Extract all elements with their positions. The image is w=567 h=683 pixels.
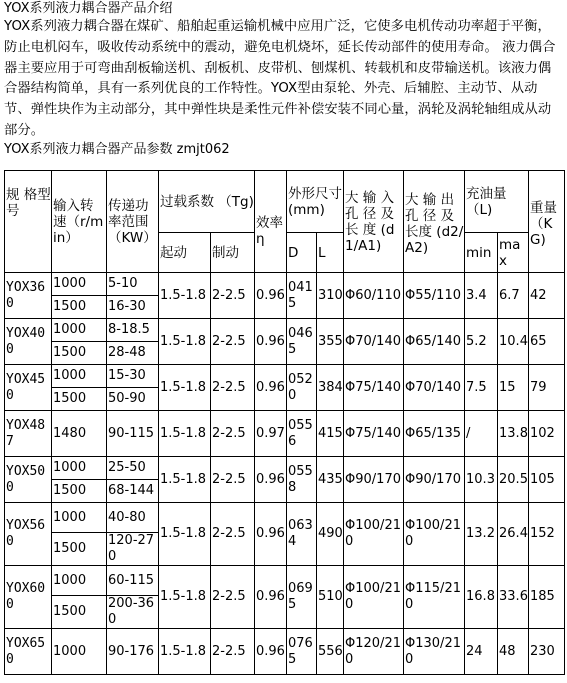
efficiency-cell: 0.96 [255, 365, 287, 411]
header-dim-l: L [317, 233, 344, 273]
power-cell: 25-50 [107, 457, 159, 480]
output-bore-cell: Φ65/135 [404, 411, 465, 457]
dim-d-cell: 0556 [287, 411, 317, 457]
oil-max-cell: 33.6 [498, 566, 529, 629]
brake-cell: 2-2.5 [211, 365, 255, 411]
speed-cell: 1000 [52, 365, 107, 388]
efficiency-cell: 0.96 [255, 566, 287, 629]
brake-cell: 2-2.5 [211, 411, 255, 457]
dim-d-cell: 0465 [287, 319, 317, 365]
header-dim-d: D [287, 233, 317, 273]
speed-cell: 1000 [52, 503, 107, 533]
header-model: 规 格型号 [5, 171, 52, 273]
power-cell: 90-115 [107, 411, 159, 457]
dim-d-cell: 0558 [287, 457, 317, 503]
efficiency-cell: 0.96 [255, 503, 287, 566]
table-header [5, 171, 565, 273]
oil-max-cell: 10.4 [498, 319, 529, 365]
start-cell: 1.5-1.8 [159, 411, 211, 457]
dim-l-cell: 310 [317, 273, 344, 319]
input-bore-cell: Φ75/140 [344, 411, 404, 457]
oil-min-cell: 5.2 [465, 319, 498, 365]
oil-max-cell: 48 [498, 629, 529, 675]
input-bore-cell: Φ70/140 [344, 319, 404, 365]
dim-l-cell: 415 [317, 411, 344, 457]
model-cell: YOX560 [5, 503, 52, 566]
power-cell: 50-90 [107, 388, 159, 411]
header-speed: 输入转速（r/min） [52, 171, 107, 273]
dim-d-cell: 0765 [287, 629, 317, 675]
speed-cell: 1000 [52, 457, 107, 480]
header-brake: 制动 [211, 233, 255, 273]
header-start: 起动 [159, 233, 211, 273]
power-cell: 15-30 [107, 365, 159, 388]
header-dimension: 外形尺寸 (mm) [287, 171, 344, 233]
oil-max-cell: 26.4 [498, 503, 529, 566]
output-bore-cell: Φ90/170 [404, 457, 465, 503]
start-cell: 1.5-1.8 [159, 319, 211, 365]
power-cell: 90-176 [107, 629, 159, 675]
start-cell: 1.5-1.8 [159, 503, 211, 566]
header-input-bore: 大 输 入 孔 径 及 长 度 (d1/A1) [344, 171, 404, 273]
header-efficiency: 效率η [255, 171, 287, 273]
oil-min-cell: 10.3 [465, 457, 498, 503]
power-cell: 60-115 [107, 566, 159, 596]
input-bore-cell: Φ100/210 [344, 503, 404, 566]
model-cell: YOX650 [5, 629, 52, 675]
brake-cell: 2-2.5 [211, 273, 255, 319]
table-row [5, 411, 565, 457]
weight-cell: 79 [529, 365, 565, 411]
table-body [5, 273, 565, 675]
header-weight: 重量（KG) [529, 171, 565, 273]
dim-d-cell: 0695 [287, 566, 317, 629]
speed-cell: 1500 [52, 342, 107, 365]
speed-cell: 1000 [52, 319, 107, 342]
oil-min-cell: 3.4 [465, 273, 498, 319]
model-cell: YOX487 [5, 411, 52, 457]
efficiency-cell: 0.96 [255, 457, 287, 503]
power-cell: 200-360 [107, 596, 159, 629]
oil-min-cell: 7.5 [465, 365, 498, 411]
header-output-bore: 大 输 出 孔 径 及 长度 (d2/A2) [404, 171, 465, 273]
output-bore-cell: Φ100/210 [404, 503, 465, 566]
table-row [5, 273, 565, 296]
weight-cell: 152 [529, 503, 565, 566]
header-oil: 充油量 （L) [465, 171, 529, 233]
brake-cell: 2-2.5 [211, 457, 255, 503]
start-cell: 1.5-1.8 [159, 566, 211, 629]
start-cell: 1.5-1.8 [159, 457, 211, 503]
power-cell: 120-270 [107, 533, 159, 566]
oil-min-cell: / [465, 411, 498, 457]
table-row [5, 629, 565, 675]
efficiency-cell: 0.96 [255, 273, 287, 319]
output-bore-cell: Φ130/210 [404, 629, 465, 675]
table-caption: YOX系列液力耦合器产品参数 zmjt062 [4, 141, 230, 157]
dim-d-cell: 0634 [287, 503, 317, 566]
efficiency-cell: 0.97 [255, 411, 287, 457]
speed-cell: 1500 [52, 533, 107, 566]
start-cell: 1.5-1.8 [159, 629, 211, 675]
input-bore-cell: Φ100/210 [344, 566, 404, 629]
oil-max-cell: 20.5 [498, 457, 529, 503]
speed-cell: 1500 [52, 296, 107, 319]
output-bore-cell: Φ70/140 [404, 365, 465, 411]
dim-l-cell: 435 [317, 457, 344, 503]
spec-table [4, 170, 565, 675]
speed-cell: 1500 [52, 480, 107, 503]
output-bore-cell: Φ115/210 [404, 566, 465, 629]
table-row [5, 566, 565, 596]
efficiency-cell: 0.96 [255, 629, 287, 675]
efficiency-cell: 0.96 [255, 319, 287, 365]
speed-cell: 1000 [52, 273, 107, 296]
speed-cell: 1500 [52, 388, 107, 411]
input-bore-cell: Φ120/210 [344, 629, 404, 675]
oil-min-cell: 24 [465, 629, 498, 675]
table-row [5, 457, 565, 480]
power-cell: 5-10 [107, 273, 159, 296]
model-cell: YOX400 [5, 319, 52, 365]
power-cell: 16-30 [107, 296, 159, 319]
header-oil-max: max [498, 233, 529, 273]
speed-cell: 1500 [52, 596, 107, 629]
weight-cell: 42 [529, 273, 565, 319]
dim-l-cell: 510 [317, 566, 344, 629]
brake-cell: 2-2.5 [211, 629, 255, 675]
dim-d-cell: 0520 [287, 365, 317, 411]
input-bore-cell: Φ60/110 [344, 273, 404, 319]
power-cell: 8-18.5 [107, 319, 159, 342]
weight-cell: 105 [529, 457, 565, 503]
header-overload: 过载系数 （Tg) [159, 171, 255, 233]
dim-l-cell: 384 [317, 365, 344, 411]
speed-cell: 1480 [52, 411, 107, 457]
power-cell: 40-80 [107, 503, 159, 533]
output-bore-cell: Φ55/110 [404, 273, 465, 319]
dim-l-cell: 556 [317, 629, 344, 675]
model-cell: YOX450 [5, 365, 52, 411]
speed-cell: 1000 [52, 566, 107, 596]
intro-paragraph: YOX系列液力耦合器在煤矿、船舶起重运输机械中应用广泛，它使多电机传动功率超于平衡，防止电机闷车，吸收传动系统中的震动，避免电机烧坏，延长传动部件的使用寿命。 液力偶合器主要应用于可弯曲刮板输送机、刮板机、皮带机、刨煤机、转载机和皮带输送机。该液力偶合器结构简单，具有一系列优良的工作特性。YOX型由泵轮、外壳、后辅腔、主动节、从动节、弹性块作为主动部分，其中弹性块是柔性元件补偿安装不同心量，涡轮及涡轮轴组成从动部分。 [4, 19, 556, 138]
oil-max-cell: 13.8 [498, 411, 529, 457]
output-bore-cell: Φ65/140 [404, 319, 465, 365]
dim-d-cell: 0415 [287, 273, 317, 319]
model-cell: YOX360 [5, 273, 52, 319]
power-cell: 28-48 [107, 342, 159, 365]
brake-cell: 2-2.5 [211, 566, 255, 629]
dim-l-cell: 490 [317, 503, 344, 566]
speed-cell: 1000 [52, 629, 107, 675]
start-cell: 1.5-1.8 [159, 365, 211, 411]
brake-cell: 2-2.5 [211, 319, 255, 365]
table-row [5, 365, 565, 388]
power-cell: 68-144 [107, 480, 159, 503]
start-cell: 1.5-1.8 [159, 273, 211, 319]
weight-cell: 185 [529, 566, 565, 629]
model-cell: YOX500 [5, 457, 52, 503]
weight-cell: 230 [529, 629, 565, 675]
model-cell: YOX600 [5, 566, 52, 629]
weight-cell: 102 [529, 411, 565, 457]
table-row [5, 503, 565, 533]
input-bore-cell: Φ90/170 [344, 457, 404, 503]
oil-max-cell: 6.7 [498, 273, 529, 319]
table-row [5, 319, 565, 342]
brake-cell: 2-2.5 [211, 503, 255, 566]
oil-max-cell: 15 [498, 365, 529, 411]
oil-min-cell: 13.2 [465, 503, 498, 566]
input-bore-cell: Φ75/140 [344, 365, 404, 411]
header-oil-min: min [465, 233, 498, 273]
weight-cell: 65 [529, 319, 565, 365]
dim-l-cell: 355 [317, 319, 344, 365]
oil-min-cell: 16.8 [465, 566, 498, 629]
page-title: YOX系列液力耦合器产品介绍 [4, 1, 173, 16]
header-power: 传递功率范围（KW） [107, 171, 159, 273]
